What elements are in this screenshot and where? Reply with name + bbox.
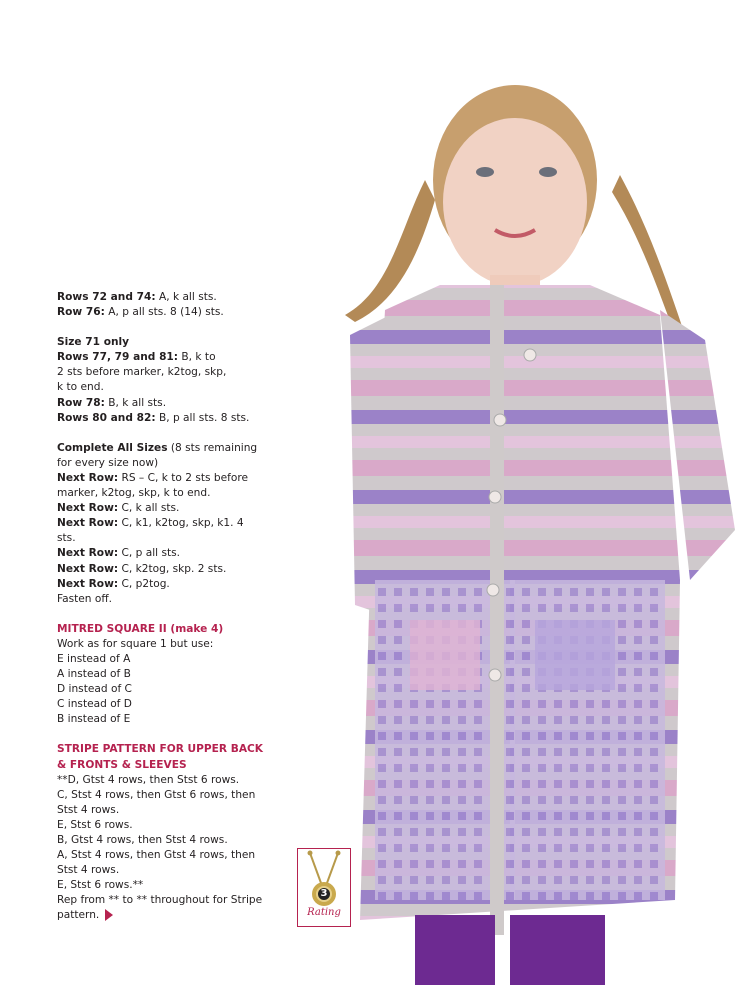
instruction-line: pattern. [57, 908, 269, 923]
instruction-line: Rows 80 and 82: B, p all sts. 8 sts. [57, 411, 250, 424]
instruction-line: Rep from ** to ** throughout for Stripe [57, 894, 263, 907]
instruction-line: B, Gtst 4 rows, then Stst 4 rows. [57, 834, 228, 846]
continue-arrow-icon [105, 909, 113, 921]
instruction-line: Stst 4 rows. [57, 803, 120, 816]
instruction-line: Stst 4 rows. [57, 864, 120, 877]
instruction-line: A, Stst 4 rows, then Gtst 4 rows, then [57, 849, 256, 862]
instruction-line: C, Stst 4 rows, then Gtst 6 rows, then [57, 788, 256, 801]
mitred-square-title: MITRED SQUARE II (make 4) [57, 622, 224, 635]
instruction-line: Row 78: B, k all sts. [57, 396, 167, 409]
instruction-line: Next Row: RS – C, k to 2 sts before [57, 471, 248, 484]
instruction-line: Rows 77, 79 and 81: B, k to [57, 351, 216, 364]
stripe-pattern-title-cont: & FRONTS & SLEEVES [57, 758, 187, 771]
instruction-line: **D, Gtst 4 rows, then Stst 6 rows. [57, 773, 240, 786]
instruction-line: A instead of B [57, 668, 131, 681]
instruction-line: Next Row: C, p all sts. [57, 547, 181, 560]
rating-label: Rating [307, 907, 341, 918]
instruction-line: E instead of A [57, 652, 131, 665]
instruction-line: Next Row: C, k2tog, skp. 2 sts. [57, 562, 227, 575]
instruction-line: 2 sts before marker, k2tog, skp, [57, 366, 227, 379]
instruction-line: Rows 72 and 74: A, k all sts. [57, 291, 217, 303]
instruction-line: Work as for square 1 but use: [57, 637, 214, 650]
instruction-line: Fasten off. [57, 592, 113, 605]
instruction-line: E, Stst 6 rows. [57, 818, 133, 831]
instruction-line: E, Stst 6 rows.** [57, 879, 144, 892]
instruction-line: Next Row: C, k1, k2tog, skp, k1. 4 [57, 517, 244, 530]
instruction-line: k to end. [57, 381, 104, 394]
size-heading: Size 71 only [57, 336, 130, 349]
skill-rating-badge [297, 848, 351, 927]
instruction-line: for every size now) [57, 456, 159, 469]
pattern-text-column [57, 290, 269, 924]
instruction-line: sts. [57, 532, 76, 545]
instruction-line: Row 76: A, p all sts. 8 (14) sts. [57, 306, 224, 319]
instruction-line: B instead of E [57, 713, 131, 726]
instruction-line: D instead of C [57, 683, 132, 696]
instruction-line: Next Row: C, p2tog. [57, 577, 170, 590]
stripe-pattern-title: STRIPE PATTERN FOR UPPER BACK [57, 743, 264, 756]
rating-number: 3 [320, 888, 328, 899]
instruction-line: Next Row: C, k all sts. [57, 502, 180, 515]
instruction-line: marker, k2tog, skp, k to end. [57, 487, 211, 500]
product-photo [330, 60, 750, 985]
instruction-line: C instead of D [57, 698, 132, 711]
complete-heading: Complete All Sizes (8 sts remaining [57, 441, 258, 454]
